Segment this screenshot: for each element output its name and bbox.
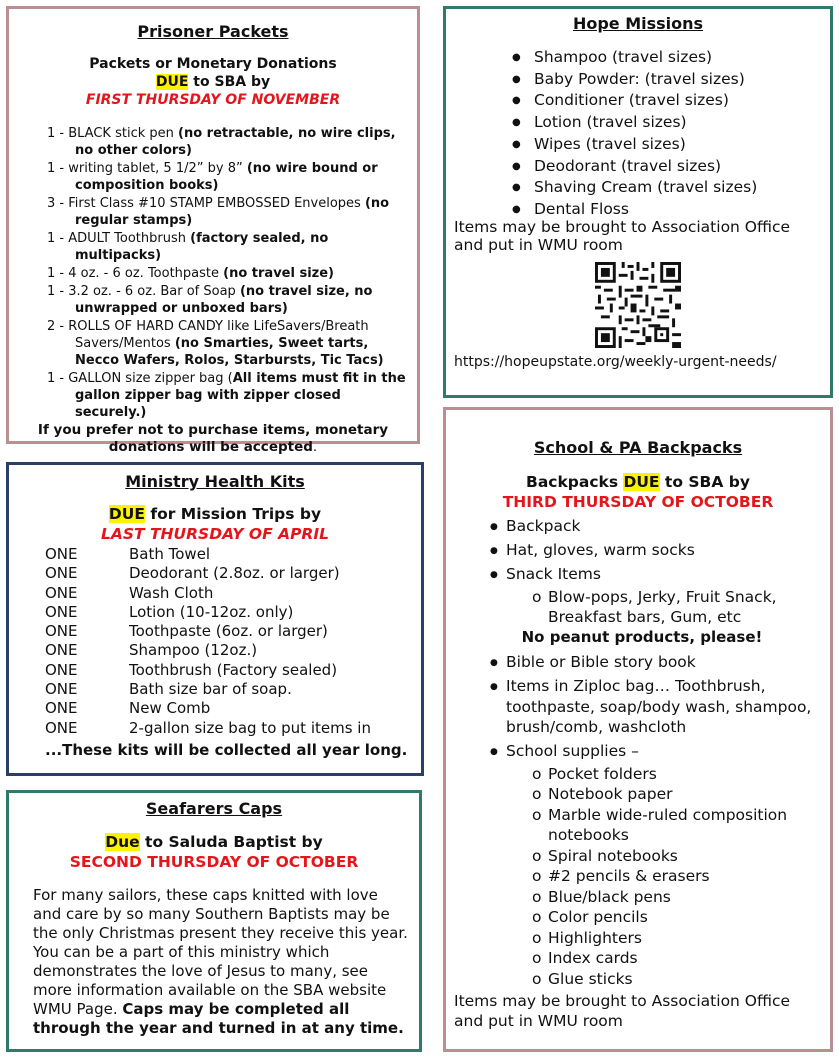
health-heading xyxy=(9,504,421,544)
seafarers-deadline: SECOND THURSDAY OF OCTOBER xyxy=(69,853,359,871)
list-item: o Pocket folders xyxy=(532,764,822,785)
list-item: ● Conditioner (travel sizes) xyxy=(512,90,830,112)
prisoner-item: 2 - ROLLS OF HARD CANDY like LifeSavers/Breath Savers/Mentos (no Smarties, Sweet tarts, Necco Wafers, Rolos, Starbursts, Tic Tacs) xyxy=(47,319,384,368)
table-row: ONE New Comb xyxy=(45,699,211,718)
health-footer: ...These kits will be collected all year long. xyxy=(45,740,408,759)
prisoner-due-highlight: DUE xyxy=(155,74,189,90)
seafarers-due-highlight: Due xyxy=(105,833,140,851)
list-item: ● School supplies – o Pocket folders o Notebook paper o Marble wide-ruled composition notebooks o Spiral notebooks o #2 pencils & erasers o Blue/black pens o Color pencils o Highlighters o Index cards o Glue sticks xyxy=(490,741,822,989)
table-row: ONE Toothbrush (Factory sealed) xyxy=(45,660,338,679)
table-row: ONE Wash Cloth xyxy=(45,583,214,602)
table-row: ONE Shampoo (12oz.) xyxy=(45,641,258,660)
seafarers-title: Seafarers Caps xyxy=(145,799,283,818)
prisoner-item: 1 - BLACK stick pen (no retractable, no wire clips, no other colors) xyxy=(47,126,396,158)
ministry-health-kits-card xyxy=(6,462,424,776)
list-item: o Notebook paper xyxy=(532,784,822,805)
table-row: ONE Bath size bar of soap. xyxy=(45,680,292,699)
list-item: ● Dental Floss xyxy=(512,199,830,221)
table-row: ONE Bath Towel xyxy=(45,545,211,563)
prisoner-title: Prisoner Packets xyxy=(137,22,289,41)
prisoner-item: 1 - ADULT Toothbrush (factory sealed, no multipacks) xyxy=(47,231,329,263)
prisoner-item: 3 - First Class #10 STAMP EMBOSSED Envelopes (no regular stamps) xyxy=(47,196,390,228)
table-row: ONE 2-gallon size bag to put items in xyxy=(45,718,371,737)
qr-code-icon[interactable] xyxy=(595,262,681,348)
prisoner-item: 1 - 3.2 oz. - 6 oz. Bar of Soap (no travel size, no unwrapped or unboxed bars) xyxy=(47,284,373,316)
list-item: ● Shaving Cream (travel sizes) xyxy=(512,177,830,199)
list-item: ● Lotion (travel sizes) xyxy=(512,112,830,134)
list-item: ● Wipes (travel sizes) xyxy=(512,134,830,156)
school-note: Items may be brought to Association Office and put in WMU room xyxy=(454,991,791,1030)
list-item: ● Shampoo (travel sizes) xyxy=(512,47,830,69)
prisoner-footer: If you prefer not to purchase items, monetary donations will be accepted. xyxy=(37,422,389,455)
health-kit-table xyxy=(9,545,421,738)
list-item: o #2 pencils & erasers xyxy=(532,866,822,887)
hope-missions-card xyxy=(443,6,833,398)
school-due-highlight: DUE xyxy=(623,473,660,491)
list-item: ● Snack Items o Blow-pops, Jerky, Fruit Snack, Breakfast bars, Gum, etc No peanut products, please! xyxy=(490,564,822,647)
list-item: ● Baby Powder: (travel sizes) xyxy=(512,69,830,91)
school-backpacks-card xyxy=(443,407,833,1052)
list-item: ● Bible or Bible story book xyxy=(490,652,822,673)
prisoner-heading xyxy=(9,55,417,109)
health-due-highlight: DUE xyxy=(108,505,145,523)
prisoner-due-rest: to SBA by xyxy=(188,74,271,90)
seafarers-caps-card xyxy=(6,790,422,1052)
table-row: ONE Deodorant (2.8oz. or larger) xyxy=(45,564,340,583)
prisoner-line1: Packets or Monetary Donations xyxy=(89,56,337,72)
list-item: ● Deodorant (travel sizes) xyxy=(512,156,830,178)
no-peanut-note: No peanut products, please! xyxy=(521,627,763,646)
table-row: ONE Toothpaste (6oz. or larger) xyxy=(45,622,328,641)
list-item: ● Items in Ziploc bag… Toothbrush, toothpaste, soap/body wash, shampoo, brush/comb, washcloth xyxy=(490,676,822,738)
prisoner-item: 1 - GALLON size zipper bag (All items must fit in the gallon zipper bag with zipper closed securely.) xyxy=(47,371,406,420)
list-item: o Color pencils xyxy=(532,907,822,928)
school-deadline: THIRD THURSDAY OF OCTOBER xyxy=(502,493,774,511)
list-item: o Glue sticks xyxy=(532,969,822,990)
health-due-rest: for Mission Trips by xyxy=(144,505,322,523)
supplies-sub-list xyxy=(532,764,822,990)
health-deadline: LAST THURSDAY OF APRIL xyxy=(100,525,330,543)
school-item-list xyxy=(490,516,822,989)
hope-note: Items may be brought to Association Office and put in WMU room xyxy=(454,217,791,254)
list-item: o Blue/black pens xyxy=(532,887,822,908)
seafarers-due-rest: to Saluda Baptist by xyxy=(139,833,323,851)
prisoner-item-list xyxy=(47,125,407,421)
list-item: o Blow-pops, Jerky, Fruit Snack, Breakfast bars, Gum, etc xyxy=(532,587,822,628)
snack-sub-list xyxy=(532,587,822,628)
school-head-pre: Backpacks xyxy=(526,473,624,491)
hope-title: Hope Missions xyxy=(572,14,704,33)
school-heading xyxy=(446,472,830,512)
hope-item-list xyxy=(512,47,830,221)
hope-url-link[interactable]: https://hopeupstate.org/weekly-urgent-needs/ xyxy=(454,353,777,370)
prisoner-packets-card xyxy=(6,6,420,455)
list-item: o Marble wide-ruled composition notebooks xyxy=(532,805,822,846)
school-title: School & PA Backpacks xyxy=(533,438,743,457)
list-item: o Spiral notebooks xyxy=(532,846,822,867)
list-item: o Index cards xyxy=(532,948,822,969)
prisoner-due-line xyxy=(9,73,417,91)
seafarers-description: For many sailors, these caps knitted with love and care by so many Southern Baptists may be the only Christmas present they receive this year. You can be a part of this ministry which demonstrates the love of Jesus to many, see more information available on the SBA website WMU Page. Caps may be completed all through the year and turned in at any time. xyxy=(33,886,408,1037)
seafarers-heading xyxy=(9,832,419,872)
list-item: ● Backpack xyxy=(490,516,822,537)
list-item: ● Hat, gloves, warm socks xyxy=(490,540,822,561)
health-title: Ministry Health Kits xyxy=(125,472,305,491)
school-due-rest: to SBA by xyxy=(659,473,750,491)
prisoner-item: 1 - writing tablet, 5 1/2” by 8” (no wire bound or composition books) xyxy=(47,161,378,193)
prisoner-deadline: FIRST THURSDAY OF NOVEMBER xyxy=(85,92,341,108)
list-item: o Highlighters xyxy=(532,928,822,949)
table-row: ONE Lotion (10-12oz. only) xyxy=(45,602,294,621)
prisoner-item: 1 - 4 oz. - 6 oz. Toothpaste (no travel size) xyxy=(47,266,334,281)
